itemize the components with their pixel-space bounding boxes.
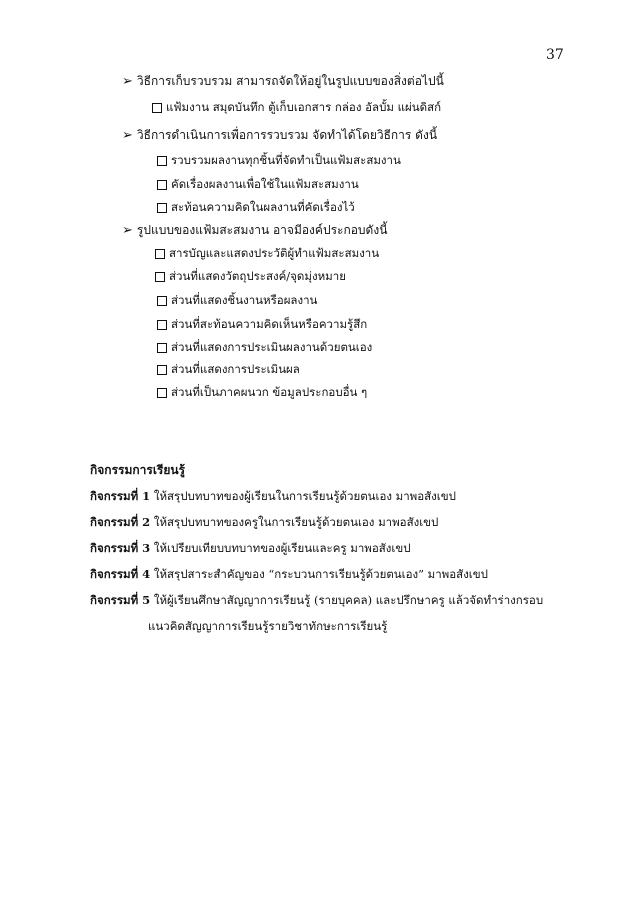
activity-label: กิจกรรมที่ 1 (90, 489, 151, 503)
checklist-item-text: คัดเรื่องผลงานเพื่อใช้ในแฟ้มสะสมงาน (171, 177, 359, 191)
activity-text: ให้ผู้เรียนศึกษาสัญญาการเรียนรู้ (รายบุคคล) และปรึกษาครู แล้วจัดทำร่างกรอบ (153, 593, 544, 607)
section-2-title-text: วิธีการดำเนินการเพื่อการรวบรวม จัดทำได้โดยวิธีการ ดังนี้ (136, 128, 438, 142)
checkbox-icon (157, 365, 167, 375)
arrow-bullet-icon: ➢ (122, 74, 133, 89)
page-number: 37 (546, 47, 564, 63)
checklist-item-text: ส่วนที่แสดงการประเมินผล (171, 362, 300, 376)
checklist-item-text: ส่วนที่แสดงวัตถุประสงค์/จุดมุ่งหมาย (169, 269, 346, 283)
arrow-bullet-icon: ➢ (122, 223, 133, 238)
checkbox-icon (155, 249, 165, 259)
section-1-title (122, 72, 444, 91)
checklist-item (155, 245, 379, 263)
checkbox-icon (157, 320, 167, 330)
activity-text: ให้สรุปบทบาทของครูในการเรียนรู้ด้วยตนเอง มาพอสังเขป (153, 515, 439, 529)
section-1-title-text: วิธีการเก็บรวบรวม สามารถจัดให้อยู่ในรูปแบบของสิ่งต่อไปนี้ (136, 74, 444, 88)
activity-text: ให้เปรียบเทียบบทบาทของผู้เรียนและครู มาพอสังเขป (153, 541, 411, 555)
checklist-item (152, 99, 441, 117)
section-3-title (122, 221, 387, 240)
checklist-item-text: ส่วนที่แสดงการประเมินผลงานด้วยตนเอง (171, 340, 373, 354)
checkbox-icon (157, 343, 167, 353)
activity-label: กิจกรรมที่ 3 (90, 541, 151, 555)
checklist-item-text: ส่วนที่เป็นภาคผนวก ข้อมูลประกอบอื่น ๆ (171, 385, 368, 399)
activity-item (90, 566, 488, 584)
checklist-item (157, 176, 359, 194)
checklist-item (157, 339, 372, 357)
checklist-item (157, 361, 300, 379)
checkbox-icon (157, 156, 167, 166)
checklist-item-text: ส่วนที่สะท้อนความคิดเห็นหรือความรู้สึก (171, 317, 368, 331)
checkbox-icon (155, 272, 165, 282)
arrow-bullet-icon: ➢ (122, 128, 133, 143)
checklist-item (157, 384, 367, 402)
activities-heading: กิจกรรมการเรียนรู้ (90, 463, 186, 477)
checkbox-icon (157, 180, 167, 190)
checklist-item-text: รวบรวมผลงานทุกชิ้นที่จัดทำเป็นแฟ้มสะสมงาน (171, 153, 401, 167)
activity-item (90, 488, 456, 506)
activity-label: กิจกรรมที่ 4 (90, 567, 151, 581)
activity-item (90, 592, 543, 610)
activity-label: กิจกรรมที่ 5 (90, 593, 151, 607)
checklist-item-text: แฟ้มงาน สมุดบันทึก ตู้เก็บเอกสาร กล่อง อัลบั้ม แผ่นดิสก์ (166, 100, 442, 114)
checkbox-icon (152, 103, 162, 113)
activity-text: ให้สรุปบทบาทของผู้เรียนในการเรียนรู้ด้วยตนเอง มาพอสังเขป (153, 489, 456, 503)
checkbox-icon (157, 203, 167, 213)
activity-label: กิจกรรมที่ 2 (90, 515, 151, 529)
checklist-item-text: ส่วนที่แสดงชิ้นงานหรือผลงาน (171, 293, 318, 307)
checkbox-icon (157, 388, 167, 398)
activity-item (90, 514, 438, 532)
checklist-item-text: สารบัญและแสดงประวัติผู้ทำแฟ้มสะสมงาน (169, 246, 380, 260)
checklist-item (157, 316, 367, 334)
checklist-item (157, 199, 355, 217)
checklist-item (157, 292, 317, 310)
checklist-item-text: สะท้อนความคิดในผลงานที่คัดเรื่องไว้ (171, 200, 355, 214)
checkbox-icon (157, 296, 167, 306)
section-3-title-text: รูปแบบของแฟ้มสะสมงาน อาจมีองค์ประกอบดังนี้ (136, 223, 388, 237)
activity-text: ให้สรุปสาระสำคัญของ “กระบวนการเรียนรู้ด้วยตนเอง” มาพอสังเขป (153, 567, 488, 581)
activity-continuation: แนวคิดสัญญาการเรียนรู้รายวิชาทักษะการเรียนรู้ (148, 619, 388, 633)
checklist-item (157, 152, 401, 170)
section-2-title (122, 126, 437, 145)
activity-item (90, 540, 411, 558)
checklist-item (155, 268, 346, 286)
